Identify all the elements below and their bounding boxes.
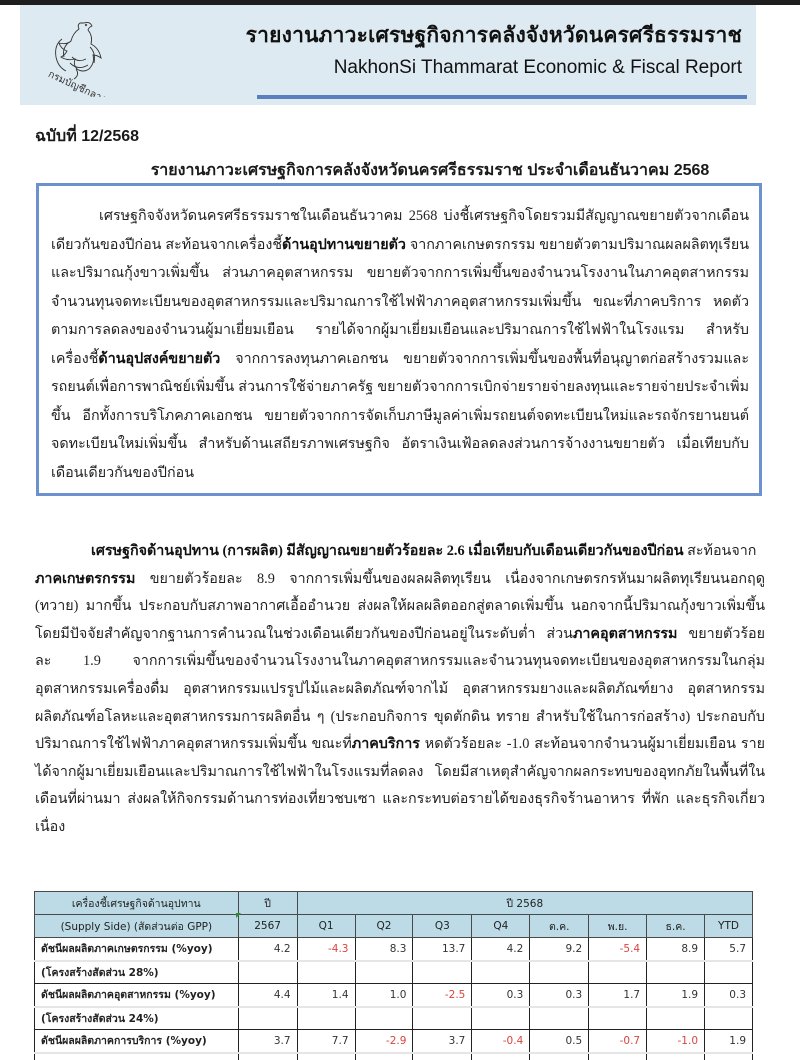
table-row: ดัชนีผลผลิตภาคการบริการ (%yoy) 3.7 7.7 -2.9 3.7 -0.4 0.5 -0.7 -1.0 1.9	[35, 1030, 753, 1053]
supply-side-paragraph: เศรษฐกิจด้านอุปทาน (การผลิต) มีสัญญาณขยายตัวร้อยละ 2.6 เมื่อเทียบกับเดือนเดียวกันของปีก่อน สะท้อนจาก ภาคเกษตรกรรม ขยายตัวร้อยละ 8.9 จากการเพิ่มขึ้นของผลผลิตทุเรียน เนื่องจากเกษตรกรหันมาผลิตทุเรียนนอกฤดู (ทวาย) มากขึ้น ประกอบกับสภาพอากาศเอื้ออำนวย ส่งผลให้ผลผลิตออกสู่ตลาดเพิ่มขึ้น นอกจากนี้ปริมาณกุ้งขาวเพิ่มขึ้นโดยมีปัจจัยสำคัญจากฐานการคำนวณในช่วงเดือนเดียวกันของปีก่อนอยู่ในระดับต่ำ ส่วนภาคอุตสาหกรรม ขยายตัวร้อยละ 1.9 จากการเพิ่มขึ้นของจำนวนโรงงานในภาคอุตสาหกรรมและจำนวนทุนจดทะเบียนของอุตสาหกรรมในกลุ่มอุตสาหกรรมเครื่องดื่ม อุตสาหกรรมแปรรูปไม้และผลิตภัณฑ์จากไม้ อุตสาหกรรมยางและผลิตภัณฑ์ยาง อุตสาหกรรมผลิตภัณฑ์อโลหะและอุตสาหกรรมการผลิตอื่น ๆ (ประกอบกิจการ ขุดตักดิน ทราย สำหรับใช้ในการก่อสร้าง) ประกอบกับปริมาณการใช้ไฟฟ้าภาคอุตสาหกรรมเพิ่มขึ้น ขณะที่ภาคบริการ หดตัวร้อยละ -1.0 สะท้อนจากจำนวนผู้มาเยี่ยมเยือน รายได้จากผู้มาเยี่ยมเยือนและปริมาณการใช้ไฟฟ้าในโรงแรมที่ลดลง โดยมีสาเหตุสำคัญจากผลกระทบของอุทกภัยในพื้นที่ในเดือนที่ผ่านมา ส่งผลให้กิจกรรมด้านการท่องเที่ยวชบเซา และกระทบต่อรายได้ของธุรกิจร้านอาหาร ที่พัก และธุรกิจเกี่ยวเนื่อง	[35, 543, 765, 835]
header-year-prev: ปี	[238, 892, 297, 915]
table-row: ดัชนีผลผลิตภาคเกษตรกรรม (%yoy) 4.2 -4.3 8.3 13.7 4.2 9.2 -5.4 8.9 5.7	[35, 938, 753, 961]
header-supply-side: (Supply Side) (สัดส่วนต่อ GPP)	[35, 915, 239, 938]
industry-label: ภาคอุตสาหกรรม	[572, 625, 678, 642]
supply-side-highlight: ด้านอุปทานขยายตัว	[282, 236, 406, 253]
summary-box	[36, 183, 762, 496]
header-nov: พ.ย.	[589, 915, 647, 938]
header-indicator: เครื่องชี้เศรษฐกิจด้านอุปทาน	[35, 892, 239, 915]
supply-lead: เศรษฐกิจด้านอุปทาน (การผลิต) มีสัญญาณขยายตัวร้อยละ 2.6 เมื่อเทียบกับเดือนเดียวกันของปีก่อน	[91, 543, 684, 559]
header-q2: Q2	[355, 915, 413, 938]
summary-paragraph: เศรษฐกิจจังหวัดนครศรีธรรมราชในเดือนธันวาคม 2568 บ่งชี้เศรษฐกิจโดยรวมมีสัญญาณขยายตัวจากเดือนเดียวกันของปีก่อน สะท้อนจากเครื่องชี้ด้านอุปทานขยายตัว จากภาคเกษตรกรรม ขยายตัวตามปริมาณผลผลิตทุเรียนและปริมาณกุ้งขาวเพิ่มขึ้น ส่วนภาคอุตสาหกรรม ขยายตัวจากการเพิ่มขึ้นของจำนวนโรงงานในภาคอุตสาหกรรม จำนวนทุนจดทะเบียนของอุตสาหกรรมและปริมาณการใช้ไฟฟ้าภาคอุตสาหกรรมเพิ่มขึ้น ขณะที่ภาคบริการ หดตัวตามการลดลงของจำนวนผู้มาเยี่ยมเยือน รายได้จากผู้มาเยี่ยมเยือนและปริมาณการใช้ไฟฟ้าในโรงแรม สำหรับเครื่องชี้ด้านอุปสงค์ขยายตัว จากการลงทุนภาคเอกชน ขยายตัวจากการเพิ่มขึ้นของพื้นที่อนุญาตก่อสร้างรวมและรถยนต์เพื่อการพาณิชย์เพิ่มขึ้น ส่วนการใช้จ่ายภาครัฐ ขยายตัวจากการเบิกจ่ายรายจ่ายลงทุนและรายจ่ายประจำเพิ่มขึ้น อีกทั้งการบริโภคภาคเอกชน ขยายตัวจากการจัดเก็บภาษีมูลค่าเพิ่มรถยนต์จดทะเบียนใหม่และรถจักรยานยนต์จดทะเบียนใหม่เพิ่มขึ้น สำหรับด้านเสถียรภาพเศรษฐกิจ อัตราเงินเฟ้อลดลงส่วนการจ้างงานขยายตัว เมื่อเทียบกับเดือนเดียวกันของปีก่อน	[51, 208, 750, 481]
header-q3: Q3	[413, 915, 472, 938]
banner-divider	[257, 95, 747, 99]
cell-comment-marker-icon	[236, 913, 241, 918]
table-row: ดัชนีผลผลิตภาคอุตสาหกรรม (%yoy) 4.4 1.4 1.0 -2.5 0.3 0.3 1.7 1.9 0.3	[35, 984, 753, 1007]
header-2567: 2567	[238, 915, 297, 938]
header-dec: ธ.ค.	[647, 915, 705, 938]
comptroller-general-logo-icon	[42, 17, 112, 97]
banner-title-english: NakhonSi Thammarat Economic & Fiscal Report	[333, 57, 742, 78]
table-row-sub: (โครงสร้างสัดส่วน 28%)	[35, 961, 753, 984]
logo-caption: กรมบัญชีกลาง	[46, 68, 108, 97]
agriculture-label: ภาคเกษตรกรรม	[35, 570, 136, 587]
header-oct: ต.ค.	[530, 915, 589, 938]
supply-side-section	[35, 538, 765, 842]
report-banner	[20, 5, 756, 105]
header-q1: Q1	[297, 915, 355, 938]
issue-number: ฉบับที่ 12/2568	[35, 128, 140, 145]
services-label: ภาคบริการ	[351, 736, 420, 753]
report-title: รายงานภาวะเศรษฐกิจการคลังจังหวัดนครศรีธรรมราช ประจำเดือนธันวาคม 2568	[150, 162, 710, 179]
supply-indicators-table	[34, 891, 753, 1060]
header-q4: Q4	[472, 915, 530, 938]
header-year-current: ปี 2568	[297, 892, 752, 915]
header-ytd: YTD	[705, 915, 753, 938]
table-row-sub	[35, 1053, 753, 1060]
table-row-sub: (โครงสร้างสัดส่วน 24%)	[35, 1007, 753, 1030]
banner-title-thai: รายงานภาวะเศรษฐกิจการคลังจังหวัดนครศรีธรรมราช	[245, 23, 742, 47]
demand-side-highlight: ด้านอุปสงค์ขยายตัว	[98, 350, 221, 367]
